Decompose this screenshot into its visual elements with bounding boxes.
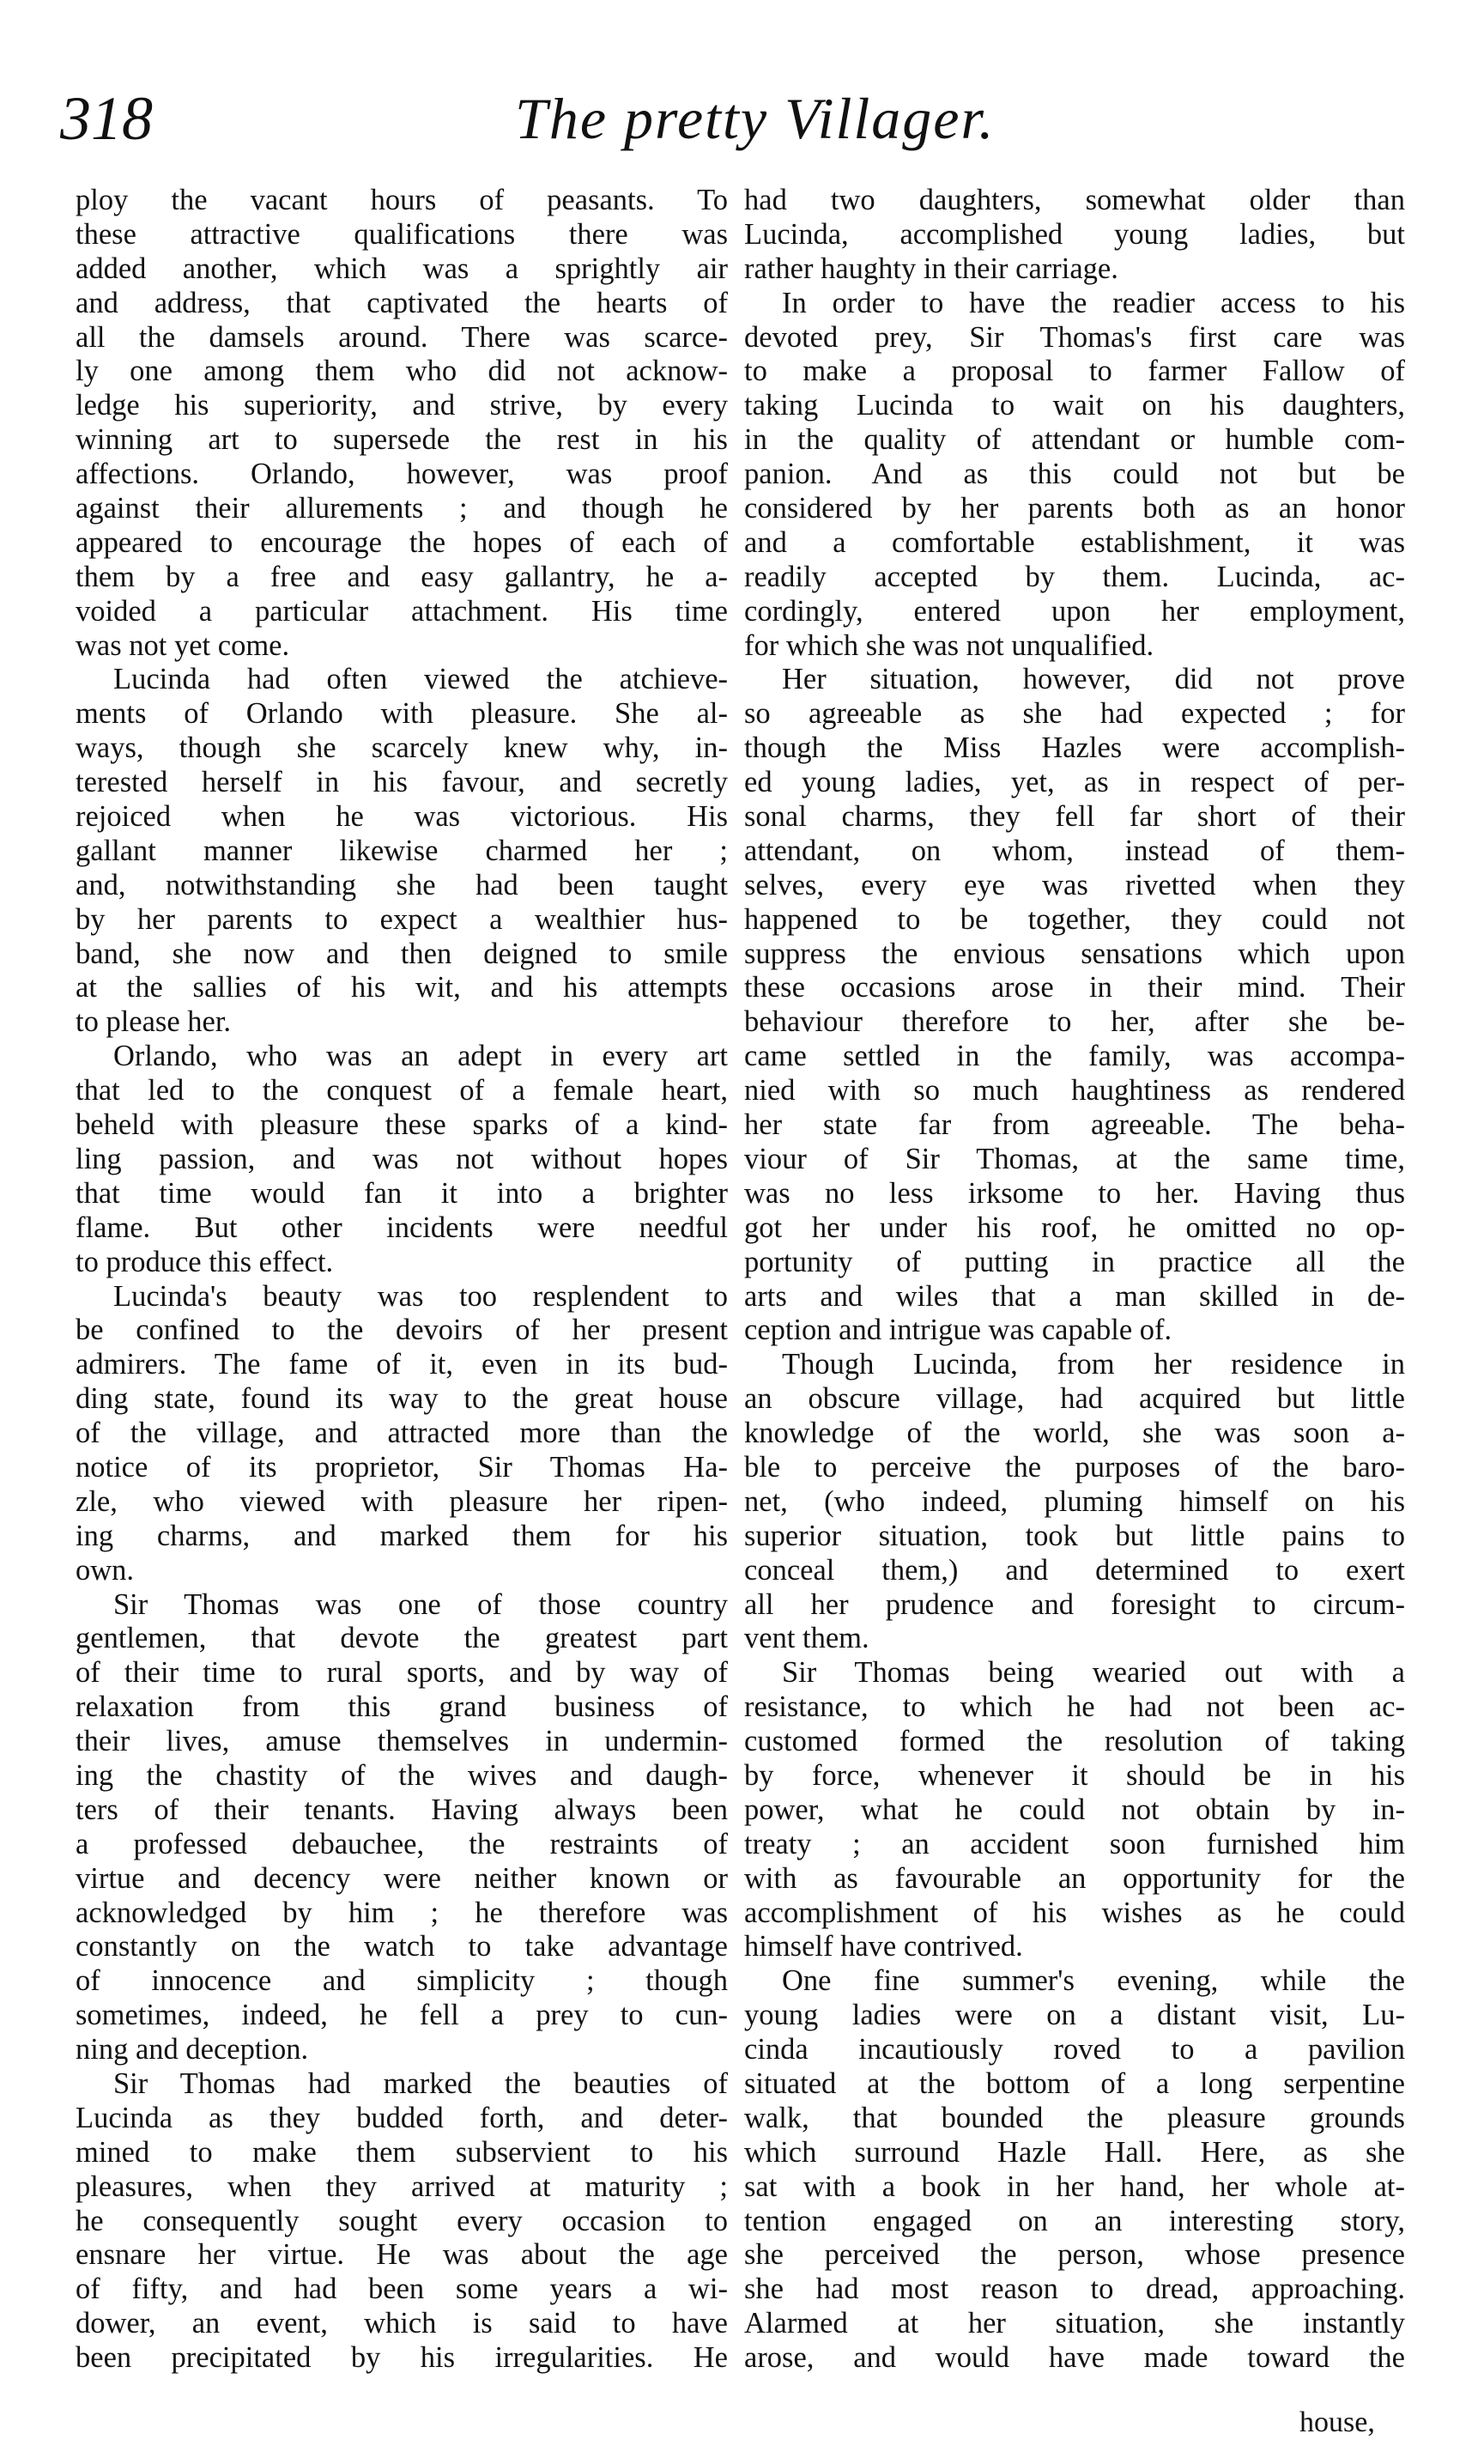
text-line: superior situation, took but little pains to — [744, 1519, 1405, 1552]
text-line: to make a proposal to farmer Fallow of — [744, 355, 1405, 388]
text-line: Lucinda's beauty was too resplendent to — [113, 1279, 728, 1313]
right-text-column — [744, 184, 1405, 2376]
text-line: panion. And as this could not but be — [744, 458, 1405, 491]
text-line: to produce this effect. — [76, 1245, 334, 1278]
text-line: of innocence and simplicity ; though — [76, 1964, 728, 1998]
text-line: and address, that captivated the hearts of — [76, 286, 728, 319]
text-line: nied with so much haughtiness as rendered — [744, 1074, 1405, 1108]
text-line: at the sallies of his wit, and his attempts — [76, 971, 728, 1004]
text-line: situated at the bottom of a long serpentine — [744, 2066, 1405, 2100]
text-line: ing charms, and marked them for his — [76, 1519, 728, 1552]
text-line: Her situation, however, did not prove — [782, 663, 1405, 696]
text-line: viour of Sir Thomas, at the same time, — [744, 1142, 1405, 1175]
text-line: ters of their tenants. Having always been — [76, 1793, 728, 1826]
text-line: accomplishment of his wishes as he could — [744, 1896, 1405, 1929]
text-line: ed young ladies, yet, as in respect of per- — [744, 766, 1405, 799]
text-line: suppress the envious sensations which upon — [744, 937, 1405, 970]
text-line: by force, whenever it should be in his — [744, 1758, 1405, 1792]
text-line: all her prudence and foresight to circum- — [744, 1587, 1405, 1621]
text-line: which surround Hazle Hall. Here, as she — [744, 2135, 1405, 2169]
text-line: and a comfortable establishment, it was — [744, 525, 1405, 559]
text-line: One fine summer's evening, while the — [782, 1964, 1405, 1998]
text-line: these attractive qualifications there was — [76, 217, 728, 251]
text-line: virtue and decency were neither known or — [76, 1861, 728, 1895]
text-line: mined to make them subservient to his — [76, 2135, 728, 2169]
text-line: terested herself in his favour, and secretly — [76, 766, 728, 799]
text-line: in the quality of attendant or humble com- — [744, 423, 1405, 457]
text-line: of fifty, and had been some years a wi- — [76, 2273, 728, 2306]
text-line: of their time to rural sports, and by way of — [76, 1656, 728, 1690]
text-line: sat with a book in her hand, her whole at- — [744, 2170, 1405, 2203]
text-line: ploy the vacant hours of peasants. To — [76, 184, 728, 216]
text-line: attendant, on whom, instead of them- — [744, 834, 1405, 867]
text-line: been precipitated by his irregularities. He — [76, 2341, 728, 2375]
text-line: resistance, to which he had not been ac- — [744, 1690, 1405, 1724]
text-line: beheld with pleasure these sparks of a kind- — [76, 1108, 728, 1142]
text-line: he consequently sought every occasion to — [76, 2204, 728, 2237]
text-line: arts and wiles that a man skilled in de- — [744, 1279, 1405, 1313]
text-line: ble to perceive the purposes of the baro- — [744, 1450, 1405, 1484]
text-line: to please her. — [76, 1005, 232, 1039]
text-line: gentlemen, that devote the greatest part — [76, 1622, 728, 1655]
text-line: power, what he could not obtain by in- — [744, 1793, 1405, 1826]
text-line: Lucinda as they budded forth, and deter- — [76, 2101, 728, 2134]
text-line: with as favourable an opportunity for the — [744, 1861, 1405, 1895]
catchword: house, — [1299, 2406, 1375, 2438]
text-line: Sir Thomas had marked the beauties of — [113, 2066, 728, 2100]
text-line: admirers. The fame of it, even in its bud- — [76, 1348, 728, 1381]
text-line: flame. But other incidents were needful — [76, 1211, 728, 1244]
text-line: readily accepted by them. Lucinda, ac- — [744, 560, 1405, 593]
text-line: arose, and would have made toward the — [744, 2341, 1405, 2375]
text-line: appeared to encourage the hopes of each of — [76, 525, 728, 559]
running-title: The pretty Villager. — [515, 86, 996, 151]
text-line: for which she was not unqualified. — [744, 628, 1154, 662]
text-line: cordingly, entered upon her employment, — [744, 594, 1405, 628]
text-line: ception and intrigue was capable of. — [744, 1314, 1172, 1347]
text-line: dower, an event, which is said to have — [76, 2307, 728, 2340]
text-line: net, (who indeed, pluming himself on his — [744, 1484, 1405, 1518]
text-line: sonal charms, they fell far short of their — [744, 800, 1405, 834]
text-line: happened to be together, they could not — [744, 902, 1405, 936]
text-line: Alarmed at her situation, she instantly — [744, 2307, 1405, 2340]
text-line: relaxation from this grand business of — [76, 1690, 728, 1724]
text-line: conceal them,) and determined to exert — [744, 1553, 1405, 1587]
text-line: rather haughty in their carriage. — [744, 252, 1118, 285]
text-line: band, she now and then deigned to smile — [76, 937, 728, 970]
text-line: by her parents to expect a wealthier hus- — [76, 902, 728, 936]
text-line: got her under his roof, he omitted no op- — [744, 1211, 1405, 1244]
text-line: himself have contrived. — [744, 1930, 1023, 1963]
text-line: ments of Orlando with pleasure. She al- — [76, 697, 728, 731]
text-line: all the damsels around. There was scarce- — [76, 320, 728, 354]
text-line: ding state, found its way to the great house — [76, 1382, 728, 1416]
text-line: ning and deception. — [76, 2033, 309, 2066]
text-line: constantly on the watch to take advantage — [76, 1930, 728, 1963]
text-line: that led to the conquest of a female heart, — [76, 1074, 728, 1108]
text-line: considered by her parents both as an honor — [744, 492, 1405, 525]
text-line: an obscure village, had acquired but little — [744, 1382, 1405, 1416]
text-line: her state far from agreeable. The beha- — [744, 1108, 1405, 1142]
text-line: came settled in the family, was accompa- — [744, 1040, 1405, 1073]
text-line: was no less irksome to her. Having thus — [744, 1176, 1405, 1210]
text-line: notice of its proprietor, Sir Thomas Ha- — [76, 1450, 728, 1484]
text-line: tention engaged on an interesting story, — [744, 2204, 1405, 2237]
text-line: was not yet come. — [76, 628, 290, 662]
text-line: be confined to the devoirs of her present — [76, 1314, 728, 1347]
text-line: their lives, amuse themselves in undermin- — [76, 1725, 728, 1758]
text-line: Sir Thomas was one of those country — [113, 1587, 728, 1621]
text-line: and, notwithstanding she had been taught — [76, 868, 728, 901]
text-line: these occasions arose in their mind. Their — [744, 971, 1405, 1004]
text-line: sometimes, indeed, he fell a prey to cun- — [76, 1999, 728, 2032]
text-line: she perceived the person, whose presence — [744, 2238, 1405, 2272]
text-line: Though Lucinda, from her residence in — [782, 1348, 1405, 1381]
text-line: them by a free and easy gallantry, he a- — [76, 560, 728, 593]
text-line: Lucinda had often viewed the atchieve- — [113, 663, 728, 696]
text-line: voided a particular attachment. His time — [76, 594, 728, 628]
text-line: affections. Orlando, however, was proof — [76, 458, 728, 491]
text-line: own. — [76, 1553, 135, 1587]
text-line: ing the chastity of the wives and daugh- — [76, 1758, 728, 1792]
text-line: against their allurements ; and though he — [76, 492, 728, 525]
text-line: behaviour therefore to her, after she be- — [744, 1005, 1405, 1039]
text-line: cinda incautiously roved to a pavilion — [744, 2033, 1405, 2066]
text-line: gallant manner likewise charmed her ; — [76, 834, 728, 867]
text-line: of the village, and attracted more than the — [76, 1417, 728, 1450]
text-line: portunity of putting in practice all the — [744, 1245, 1405, 1278]
text-line: she had most reason to dread, approaching. — [744, 2273, 1405, 2306]
text-line: though the Miss Hazles were accomplish- — [744, 731, 1405, 765]
text-line: added another, which was a sprightly air — [76, 252, 728, 285]
text-line: so agreeable as she had expected ; for — [744, 697, 1405, 731]
text-line: In order to have the readier access to his — [782, 286, 1405, 319]
text-line: selves, every eye was rivetted when they — [744, 868, 1405, 901]
text-line: taking Lucinda to wait on his daughters, — [744, 389, 1405, 422]
text-line: vent them. — [744, 1622, 869, 1655]
text-line: ledge his superiority, and strive, by every — [76, 389, 728, 422]
text-line: Orlando, who was an adept in every art — [113, 1040, 728, 1073]
text-line: devoted prey, Sir Thomas's first care was — [744, 320, 1405, 354]
page-header — [51, 76, 1433, 187]
text-line: young ladies were on a distant visit, Lu- — [744, 1999, 1405, 2032]
text-line: rejoiced when he was victorious. His — [76, 800, 728, 834]
text-line: zle, who viewed with pleasure her ripen- — [76, 1484, 728, 1518]
text-line: customed formed the resolution of taking — [744, 1725, 1405, 1758]
text-line: ly one among them who did not acknow- — [76, 355, 728, 388]
text-line: that time would fan it into a brighter — [76, 1176, 728, 1210]
text-line: Lucinda, accomplished young ladies, but — [744, 217, 1405, 251]
text-line: had two daughters, somewhat older than — [744, 184, 1405, 216]
text-line: ensnare her virtue. He was about the age — [76, 2238, 728, 2272]
text-line: winning art to supersede the rest in his — [76, 423, 728, 457]
text-line: walk, that bounded the pleasure grounds — [744, 2101, 1405, 2134]
page-number: 318 — [60, 84, 153, 153]
text-line: knowledge of the world, she was soon a- — [744, 1417, 1405, 1450]
text-line: ling passion, and was not without hopes — [76, 1142, 728, 1175]
text-line: treaty ; an accident soon furnished him — [744, 1827, 1405, 1860]
text-line: acknowledged by him ; he therefore was — [76, 1896, 728, 1929]
text-line: Sir Thomas being wearied out with a — [782, 1656, 1405, 1690]
text-line: a professed debauchee, the restraints of — [76, 1827, 728, 1860]
text-line: ways, though she scarcely knew why, in- — [76, 731, 728, 765]
text-line: pleasures, when they arrived at maturity ; — [76, 2170, 728, 2203]
left-text-column — [76, 184, 728, 2376]
